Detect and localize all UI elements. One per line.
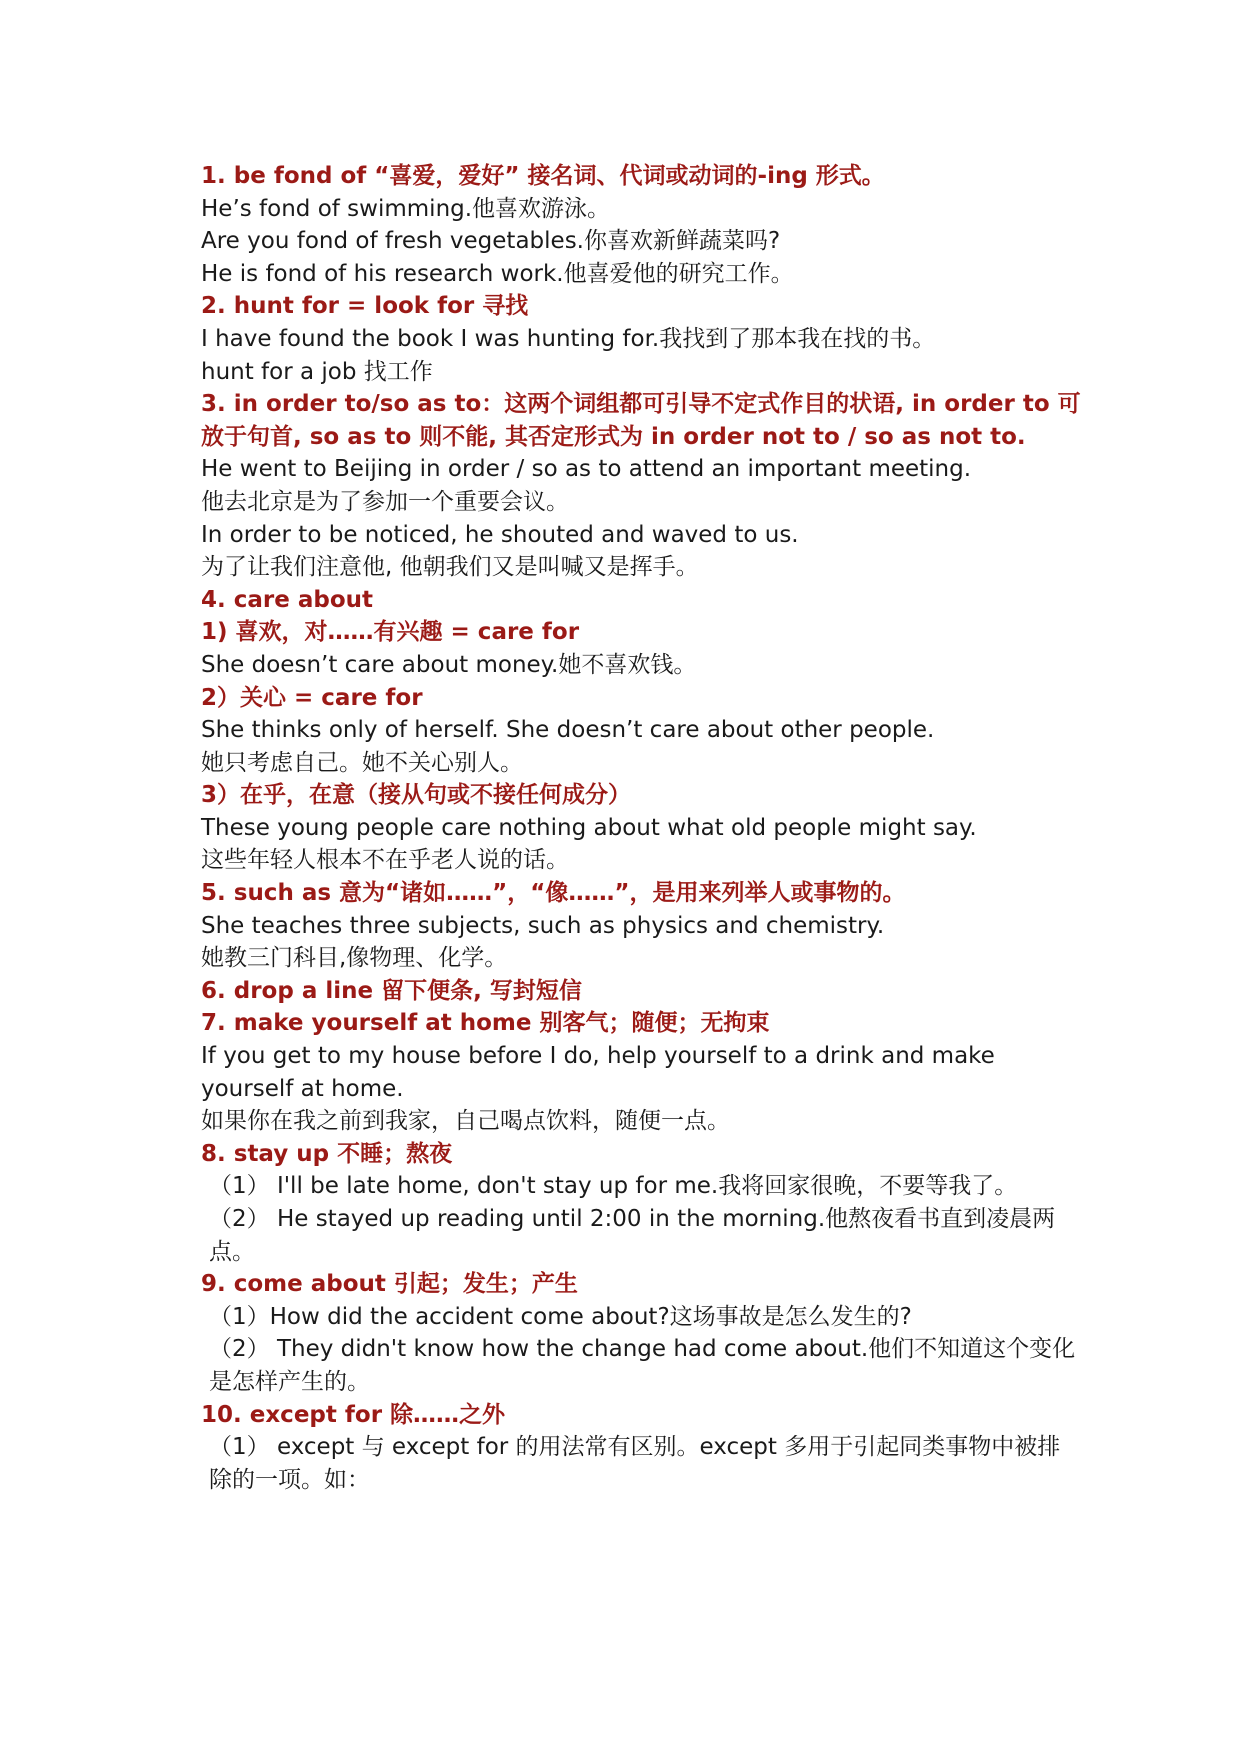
example-sentence: hunt for a job 找工作 <box>201 358 433 385</box>
heading-hunt-for: 2. hunt for = look for 寻找 <box>201 293 529 320</box>
example-sentence: He is fond of his research work.他喜爱他的研究工作。 <box>201 260 794 287</box>
example-translation: 这些年轻人根本不在乎老人说的话。 <box>201 847 569 874</box>
example-sentence: She teaches three subjects, such as physics and chemistry. <box>201 912 885 939</box>
example-sentence: He went to Beijing in order / so as to attend an important meeting. <box>201 456 972 483</box>
heading-in-order-to: 3. in order to/so as to：这两个词组都可引导不定式作目的状语, in order to 可放于句首, so as to 则不能, 其否定形式为 in order not to / so as not to. <box>201 391 1081 450</box>
heading-be-fond-of: 1. be fond of “喜爱，爱好” 接名词、代词或动词的-ing 形式。 <box>201 163 885 189</box>
example-sentence: These young people care nothing about what old people might say. <box>201 814 977 841</box>
subheading-care-about-1: 1) 喜欢，对……有兴趣 = care for <box>201 619 580 646</box>
example-translation: 他去北京是为了参加一个重要会议。 <box>201 488 569 515</box>
numbered-example: （2） They didn't know how the change had come about.他们不知道这个变化是怎样产生的。 <box>209 1336 1076 1395</box>
numbered-example: （1） except 与 except for 的用法常有区别。except 多用于引起同类事物中被排除的一项。如： <box>209 1434 1061 1493</box>
heading-drop-a-line: 6. drop a line 留下便条, 写封短信 <box>201 977 582 1004</box>
heading-such-as: 5. such as 意为“诸如……”，“像……”，是用来列举人或事物的。 <box>201 880 906 907</box>
example-sentence: I have found the book I was hunting for.我找到了那本我在找的书。 <box>201 325 936 352</box>
heading-except-for: 10. except for 除……之外 <box>201 1401 506 1428</box>
example-sentence: Are you fond of fresh vegetables.你喜欢新鲜蔬菜吗? <box>201 228 781 255</box>
example-translation: 为了让我们注意他, 他朝我们又是叫喊又是挥手。 <box>201 554 699 581</box>
heading-stay-up: 8. stay up 不睡；熬夜 <box>201 1140 453 1167</box>
numbered-example: （1）How did the accident come about?这场事故是怎么发生的? <box>209 1303 912 1330</box>
heading-come-about: 9. come about 引起；发生；产生 <box>201 1271 578 1298</box>
heading-care-about: 4. care about <box>201 586 374 613</box>
heading-make-yourself-at-home: 7. make yourself at home 别客气；随便；无拘束 <box>201 1010 770 1037</box>
example-sentence: He’s fond of swimming.他喜欢游泳。 <box>201 195 611 222</box>
example-sentence: She thinks only of herself. She doesn’t care about other people. <box>201 717 935 744</box>
numbered-example: （1） I'll be late home, don't stay up for me.我将回家很晚，不要等我了。 <box>209 1173 1018 1200</box>
example-sentence: She doesn’t care about money.她不喜欢钱。 <box>201 651 697 678</box>
example-sentence: If you get to my house before I do, help yourself to a drink and make yourself at home. <box>201 1043 995 1102</box>
subheading-care-about-2: 2）关心 = care for <box>201 684 423 711</box>
example-sentence: In order to be noticed, he shouted and waved to us. <box>201 521 799 548</box>
example-translation: 她教三门科目,像物理、化学。 <box>201 945 508 972</box>
numbered-example: （2） He stayed up reading until 2:00 in the morning.他熬夜看书直到凌晨两点。 <box>209 1206 1056 1265</box>
example-translation: 如果你在我之前到我家，自己喝点饮料，随便一点。 <box>201 1108 730 1135</box>
example-translation: 她只考虑自己。她不关心别人。 <box>201 749 523 776</box>
document-page <box>201 160 1081 1496</box>
subheading-care-about-3: 3）在乎，在意（接从句或不接任何成分） <box>201 782 632 809</box>
